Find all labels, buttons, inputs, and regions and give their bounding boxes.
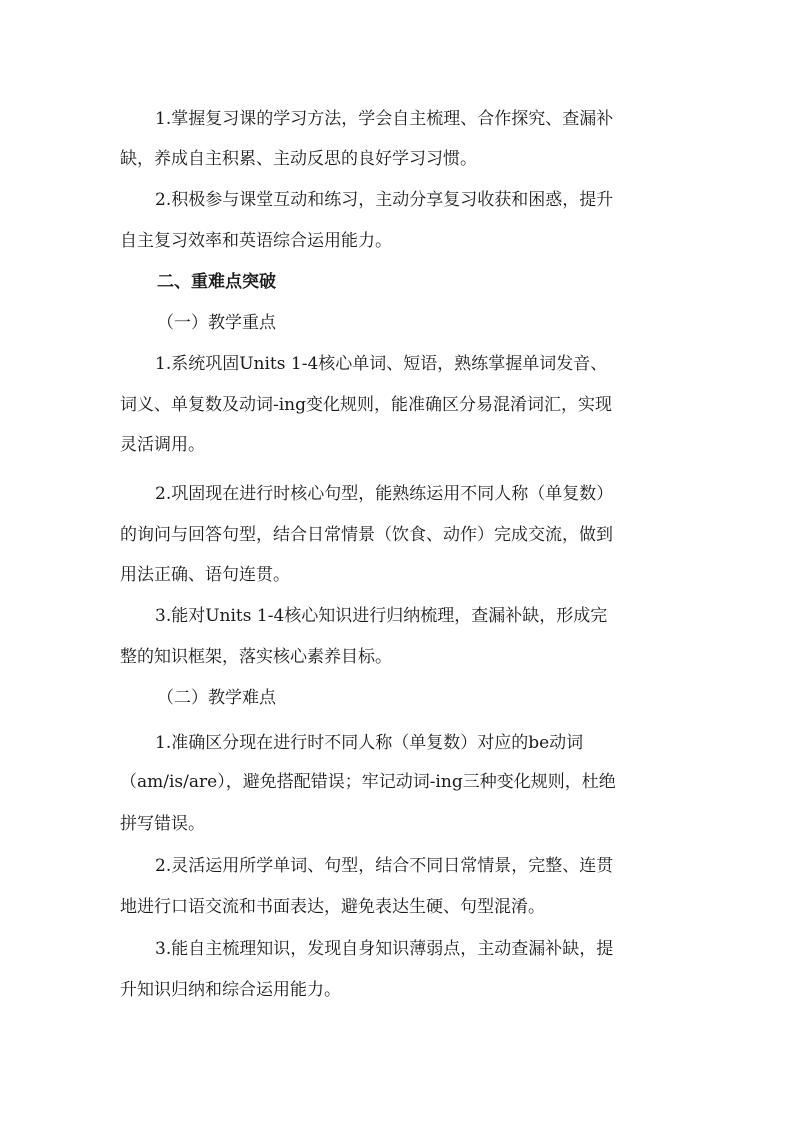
paragraph-line: 升知识归纳和综合运用能力。 [120,980,341,1000]
subsection-heading: （二）教学难点 [157,688,276,708]
paragraph-line: 整的知识框架，落实核心素养目标。 [120,647,392,667]
paragraph-line: 1.掌握复习课的学习方法，学会自主梳理、合作探究、查漏补 [155,109,614,129]
paragraph-line: 自主复习效率和英语综合运用能力。 [120,231,392,251]
paragraph-line: 3.能自主梳理知识，发现自身知识薄弱点，主动查漏补缺，提 [155,939,614,959]
paragraph-line: 缺，养成自主积累、主动反思的良好学习习惯。 [120,149,477,169]
subsection-heading: （一）教学重点 [157,313,276,333]
paragraph-line: （am/is/are），避免搭配错误；牢记动词-ing三种变化规则，杜绝 [120,772,616,792]
paragraph-line: 灵活调用。 [120,435,205,455]
paragraph-line: 的询问与回答句型，结合日常情景（饮食、动作）完成交流，做到 [120,525,613,545]
paragraph-line: 2.巩固现在进行时核心句型，能熟练运用不同人称（单复数） [155,484,614,504]
paragraph-line: 用法正确、语句连贯。 [120,565,290,585]
paragraph-line: 1.系统巩固Units 1-4核心单词、短语，熟练掌握单词发音、 [155,354,608,374]
paragraph-line: 地进行口语交流和书面表达，避免表达生硬、句型混淆。 [120,897,545,917]
paragraph-line: 1.准确区分现在进行时不同人称（单复数）对应的be动词 [155,733,584,753]
paragraph-line: 2.灵活运用所学单词、句型，结合不同日常情景，完整、连贯 [155,856,614,876]
paragraph-line: 2.积极参与课堂互动和练习，主动分享复习收获和困惑，提升 [155,190,614,210]
paragraph-line: 词义、单复数及动词-ing变化规则，能准确区分易混淆词汇，实现 [120,395,613,415]
section-heading: 二、重难点突破 [157,272,276,292]
paragraph-line: 3.能对Units 1-4核心知识进行归纳梳理，查漏补缺，形成完 [155,606,608,626]
paragraph-line: 拼写错误。 [120,814,205,834]
